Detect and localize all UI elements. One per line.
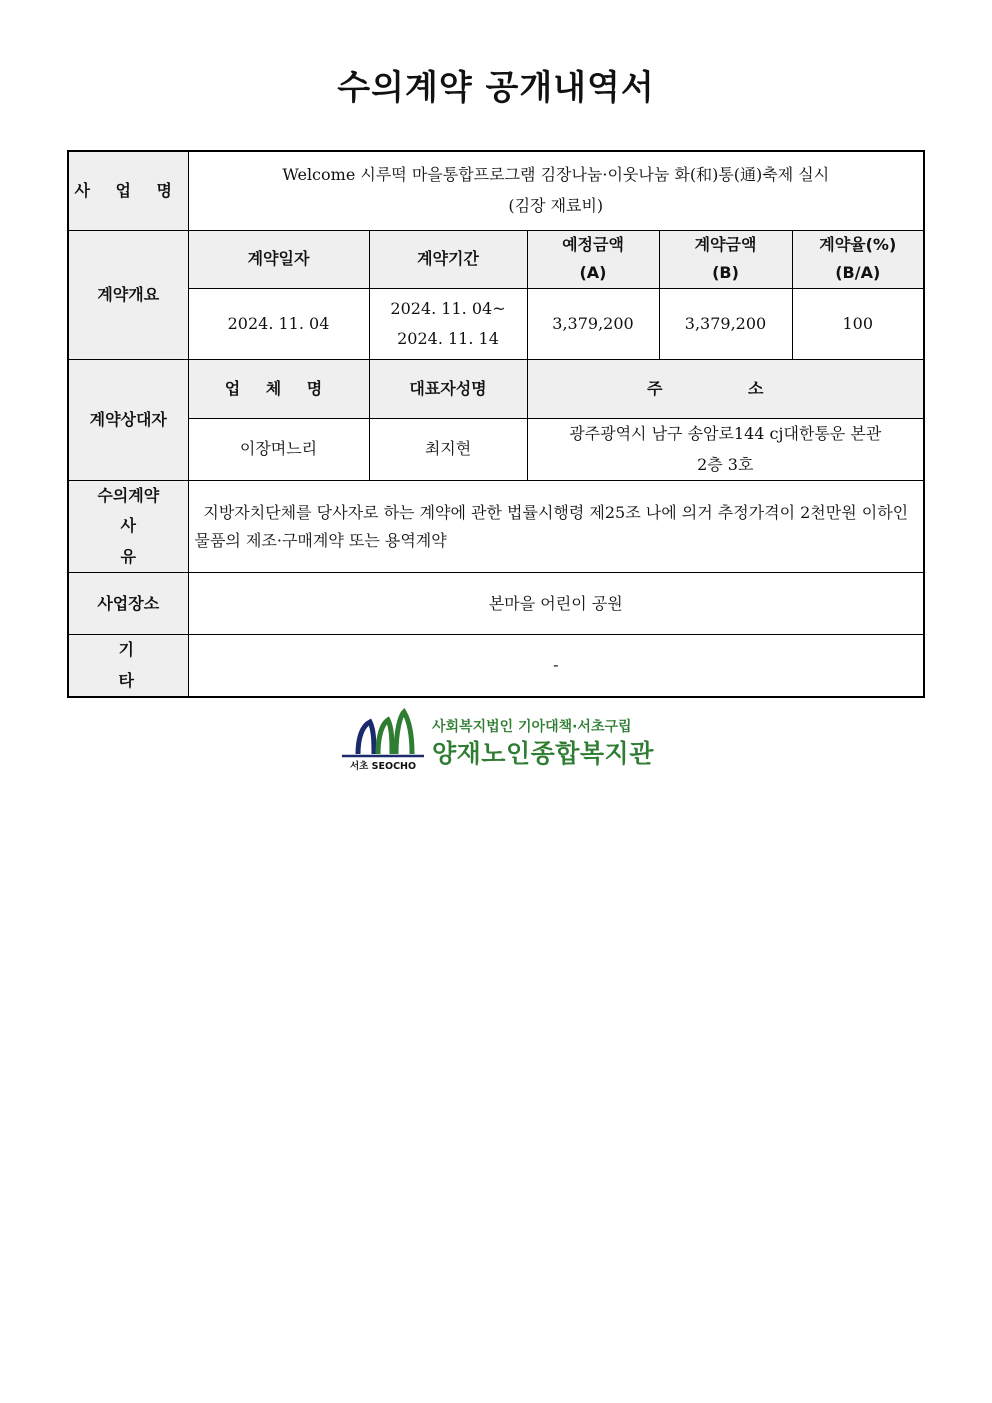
location-label: 사업장소 — [68, 573, 188, 635]
header-contract-amount — [659, 230, 792, 289]
header-estimated-amount — [527, 230, 659, 289]
header-rate-line2: (B/A) — [835, 263, 881, 283]
etc-value: - — [188, 635, 924, 697]
reason-label — [68, 481, 188, 573]
header-representative: 대표자성명 — [369, 360, 527, 419]
project-name-line2: (김장 재료비) — [508, 195, 604, 215]
contract-date-value: 2024. 11. 04 — [188, 289, 369, 360]
overview-label: 계약개요 — [68, 230, 188, 360]
seocho-emblem-icon — [340, 708, 426, 760]
overview-value-row — [68, 289, 924, 360]
counterparty-value-row — [68, 419, 924, 481]
reason-label-line2: 사 유 — [120, 516, 164, 566]
header-estimated-line1: 예정금액 — [562, 234, 624, 254]
overview-header-row — [68, 230, 924, 289]
project-value — [188, 151, 924, 230]
document-title: 수의계약 공개내역서 — [337, 68, 655, 108]
header-amount-line1: 계약금액 — [694, 234, 757, 254]
representative-value: 최지현 — [369, 419, 527, 481]
address-line2: 2층 3호 — [697, 454, 754, 474]
header-estimated-line2: (A) — [579, 263, 607, 283]
logo-seocho-text: 서초 SEOCHO — [350, 761, 417, 772]
company-name-value: 이장며느리 — [188, 419, 369, 481]
reason-label-line1: 수의계약 — [97, 486, 160, 506]
etc-label: 기 타 — [68, 635, 188, 697]
contract-period-value — [369, 289, 527, 360]
counterparty-header-row — [68, 360, 924, 419]
location-value: 본마을 어린이 공원 — [188, 573, 924, 635]
estimated-amount-value: 3,379,200 — [527, 289, 659, 360]
reason-row — [68, 481, 924, 573]
logo-org-line2: 양재노인종합복지관 — [432, 739, 654, 768]
contract-disclosure-table — [67, 150, 925, 698]
institution-logo — [340, 708, 660, 774]
period-start: 2024. 11. 04~ — [390, 298, 506, 318]
project-name-line1: Welcome 시루떡 마을통합프로그램 김장나눔·이웃나눔 화(和)통(通)축제 실시 — [282, 165, 830, 185]
period-end: 2024. 11. 14 — [397, 329, 499, 349]
header-address: 주 소 — [527, 360, 924, 419]
contract-amount-value: 3,379,200 — [659, 289, 792, 360]
header-contract-date: 계약일자 — [188, 230, 369, 289]
contract-rate-value: 100 — [792, 289, 924, 360]
header-rate-line1: 계약율(%) — [819, 234, 897, 254]
etc-row — [68, 635, 924, 697]
logo-org-line1: 사회복지법인 기아대책·서초구립 — [432, 719, 632, 735]
header-amount-line2: (B) — [712, 263, 739, 283]
reason-value: 지방자치단체를 당사자로 하는 계약에 관한 법률시행령 제25조 나에 의거 추정가격이 2천만원 이하인 물품의 제조·구매계약 또는 용역계약 — [188, 481, 924, 573]
address-line1: 광주광역시 남구 송암로144 cj대한통운 본관 — [569, 424, 882, 444]
header-contract-period: 계약기간 — [369, 230, 527, 289]
header-company-name: 업 체 명 — [188, 360, 369, 419]
header-contract-rate — [792, 230, 924, 289]
address-value — [527, 419, 924, 481]
location-row — [68, 573, 924, 635]
project-row — [68, 151, 924, 230]
project-label: 사 업 명 — [68, 151, 188, 230]
counterparty-label: 계약상대자 — [68, 360, 188, 481]
